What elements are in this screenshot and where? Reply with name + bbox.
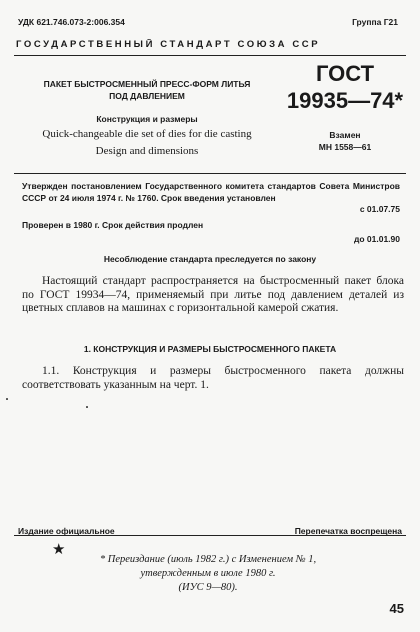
footnote-line-1: * Переиздание (июль 1982 г.) с Изменением № 1, (99, 554, 317, 565)
title-ru-line-2: ПОД ДАВЛЕНИЕМ (109, 91, 185, 101)
footnote-line-3: (ИУС 9—80). (178, 582, 238, 593)
title-ru-line-1: ПАКЕТ БЫСТРОСМЕННЫЙ ПРЕСС-ФОРМ ЛИТЬЯ (43, 79, 251, 89)
official-edition-label: Издание официальное (18, 526, 115, 536)
reissue-footnote (70, 553, 346, 595)
clause-1-1-paragraph: 1.1. Конструкция и размеры быстросменного пакета должны соответствовать указанным на черт. 1. (22, 365, 404, 391)
valid-until-date: до 01.01.90 (353, 234, 400, 244)
footnote-line-2: утвержденным в июле 1980 г. (140, 568, 276, 579)
gost-number: 19935—74* (286, 88, 404, 113)
title-divider (14, 173, 406, 174)
scope-paragraph: Настоящий стандарт распространяется на быстросменный пакет блока по ГОСТ 19934—74, применяемый при литье под давлением деталей из цветных сплавов на машинах с горизонтальной камерой сжатия. (22, 275, 404, 314)
replaces-label: Взамен (329, 130, 361, 140)
reprint-prohibited-label: Перепечатка воспрещена (294, 526, 402, 536)
checked-statement: Проверен в 1980 г. Срок действия продлен (22, 220, 204, 230)
footer-divider (14, 535, 406, 536)
page-number: 45 (389, 601, 404, 616)
udk-code: УДК 621.746.073-2:006.354 (18, 17, 125, 27)
title-ru-subtitle: Конструкция и размеры (96, 114, 198, 124)
scan-speck (86, 406, 88, 408)
scan-speck (6, 398, 8, 400)
standard-title-block (36, 78, 258, 158)
approval-statement: Утвержден постановлением Государственного комитета стандартов Совета Министров СССР от 24 июля 1974 г. № 1760. Срок введения установлен (22, 181, 400, 203)
effective-date: с 01.07.75 (359, 204, 400, 214)
header-divider (14, 55, 406, 56)
state-standard-heading: ГОСУДАРСТВЕННЫЙ СТАНДАРТ СОЮЗА ССР (16, 39, 321, 50)
gost-label: ГОСТ (315, 61, 375, 86)
title-en-line-1: Quick-changeable die set of dies for die casting (42, 128, 252, 140)
group-code: Группа Г21 (352, 17, 398, 27)
star-icon: ★ (52, 542, 66, 558)
gost-designation-block (284, 62, 406, 152)
penalty-notice: Несоблюдение стандарта преследуется по закону (103, 254, 317, 264)
replaces-value: МН 1558—61 (318, 142, 372, 152)
title-en-line-2: Design and dimensions (95, 145, 199, 157)
section-1-title: 1. КОНСТРУКЦИЯ И РАЗМЕРЫ БЫСТРОСМЕННОГО ПАКЕТА (83, 344, 337, 354)
